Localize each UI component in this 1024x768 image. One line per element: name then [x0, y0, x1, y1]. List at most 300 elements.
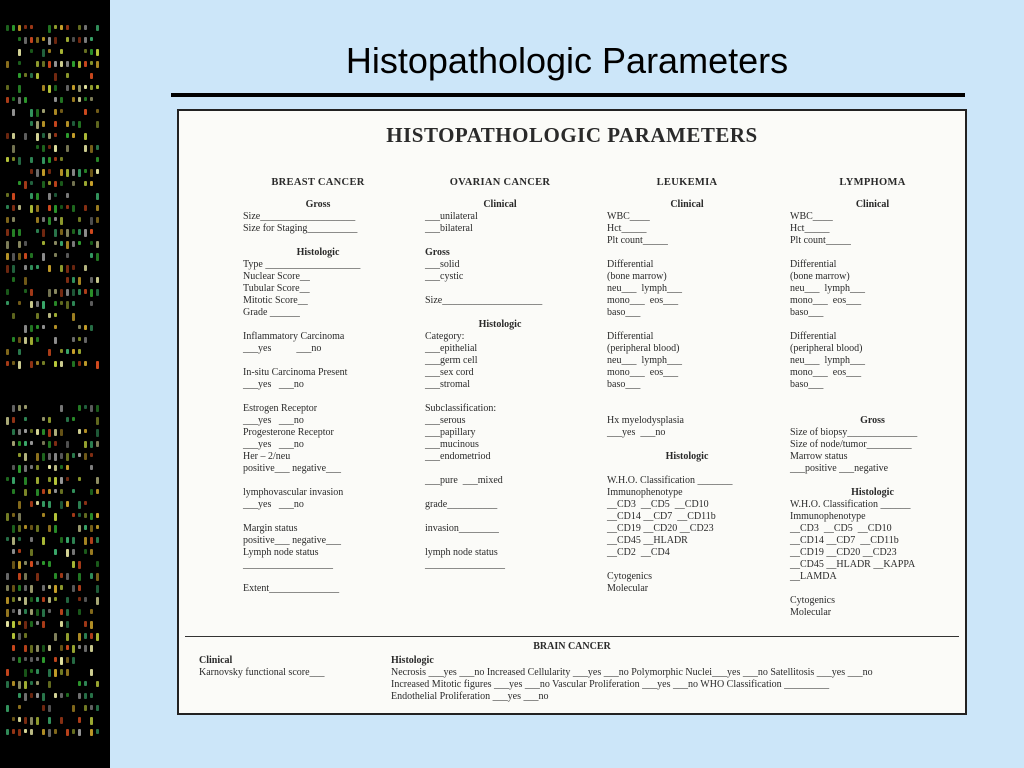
slide-title: Histopathologic Parameters — [345, 40, 789, 81]
microarray-spot — [18, 157, 21, 165]
microarray-spot — [54, 361, 57, 367]
microarray-spot — [90, 549, 93, 555]
microarray-spot — [30, 669, 33, 673]
column-heading: LYMPHOMA — [839, 177, 906, 188]
microarray-spot — [66, 25, 69, 30]
form-line: neu___ lymph___ — [607, 355, 682, 366]
microarray-spot — [72, 337, 75, 342]
column-heading: BREAST CANCER — [271, 177, 365, 188]
microarray-spot — [6, 681, 9, 688]
microarray-spot — [72, 121, 75, 126]
microarray-spot — [30, 585, 33, 593]
microarray-spot — [60, 349, 63, 353]
microarray-spot — [48, 597, 51, 603]
spacer — [607, 319, 767, 331]
form-line: ___yes ___no — [243, 439, 304, 450]
microarray-spot — [42, 37, 45, 41]
form-line: neu___ lymph___ — [607, 283, 682, 294]
form-line: Immunophenotype — [607, 487, 683, 498]
microarray-spot — [42, 253, 45, 261]
form-line: ___papillary — [425, 427, 476, 438]
form-line: Nuclear Score__ — [243, 271, 310, 282]
microarray-spot — [60, 717, 63, 724]
brain-cancer-section — [185, 636, 959, 707]
microarray-spot — [48, 477, 51, 482]
microarray-spot — [66, 609, 69, 616]
microarray-spot — [30, 193, 33, 199]
microarray-spot — [84, 645, 87, 652]
section-subheading: Gross — [860, 415, 885, 426]
microarray-spot — [6, 265, 9, 273]
microarray-spot — [54, 525, 57, 533]
microarray-spot — [78, 61, 81, 68]
microarray-spot — [78, 349, 81, 354]
form-line: Differential — [607, 259, 654, 270]
microarray-spot — [66, 669, 69, 676]
microarray-spot — [18, 705, 21, 709]
form-line: ___unilateral — [425, 211, 478, 222]
microarray-spot — [96, 145, 99, 150]
microarray-spot — [36, 501, 39, 505]
microarray-spot — [30, 169, 33, 174]
column-heading: OVARIAN CANCER — [449, 177, 551, 188]
form-line: lymphovascular invasion — [243, 487, 344, 498]
microarray-spot — [18, 681, 21, 689]
microarray-spot — [18, 205, 21, 210]
form-line: WBC____ — [790, 211, 833, 222]
section-subheading: Clinical — [670, 199, 704, 210]
microarray-spot — [84, 621, 87, 627]
microarray-spot — [60, 645, 63, 651]
microarray-spot — [6, 253, 9, 260]
form-line: __CD2 __CD4 — [607, 547, 670, 558]
microarray-spot — [18, 693, 21, 698]
microarray-spot — [60, 181, 63, 186]
microarray-spot — [54, 181, 57, 187]
spacer — [425, 487, 575, 499]
microarray-spot — [66, 537, 69, 543]
microarray-spot — [72, 169, 75, 176]
microarray-spot — [78, 337, 81, 341]
microarray-spot — [78, 477, 81, 481]
form-line: __CD3 __CD5 __CD10 — [790, 523, 892, 534]
microarray-spot — [96, 417, 99, 425]
form-line: ___pure ___mixed — [425, 475, 503, 486]
microarray-spot — [42, 169, 45, 176]
microarray-spot — [84, 37, 87, 43]
microarray-spot — [90, 513, 93, 520]
microarray-spot — [48, 561, 51, 567]
microarray-spot — [78, 37, 81, 43]
brain-histologic-label: Histologic — [391, 655, 434, 666]
microarray-spot — [24, 573, 27, 580]
microarray-spot — [78, 121, 81, 128]
microarray-spot — [12, 729, 15, 734]
spacer — [607, 559, 767, 571]
microarray-spot — [6, 361, 9, 366]
microarray-spot — [54, 301, 57, 306]
microarray-spot — [54, 573, 57, 579]
microarray-spot — [42, 85, 45, 91]
microarray-spot — [66, 241, 69, 249]
spacer — [425, 235, 575, 247]
spacer — [425, 391, 575, 403]
microarray-spot — [66, 657, 69, 663]
column-heading: LEUKEMIA — [656, 177, 718, 188]
form-line: Differential — [790, 331, 837, 342]
microarray-spot — [48, 265, 51, 272]
form-line: Size for Staging__________ — [243, 223, 358, 234]
microarray-spot — [78, 597, 81, 601]
form-line: ________________ — [425, 559, 505, 570]
spacer — [790, 391, 955, 403]
microarray-spot — [84, 337, 87, 343]
microarray-spot — [48, 429, 51, 437]
microarray-spot — [30, 157, 33, 163]
microarray-spot — [12, 681, 15, 686]
microarray-spot — [42, 429, 45, 435]
microarray-spot — [60, 429, 63, 436]
microarray-spot — [72, 205, 75, 212]
microarray-spot — [72, 229, 75, 234]
form-line: ___cystic — [425, 271, 464, 282]
microarray-spot — [54, 133, 57, 137]
microarray-spot — [36, 525, 39, 532]
microarray-spot — [48, 169, 51, 174]
microarray-spot — [30, 717, 33, 725]
microarray-spot — [60, 217, 63, 225]
microarray-spot — [66, 729, 69, 736]
microarray-spot — [18, 253, 21, 260]
microarray-spot — [24, 477, 27, 485]
microarray-spot — [30, 441, 33, 445]
form-line: ___positive ___negative — [790, 463, 889, 474]
form-line: grade__________ — [425, 499, 498, 510]
form-line: Progesterone Receptor — [243, 427, 334, 438]
form-line: __________________ — [243, 559, 333, 570]
leukemia-column — [607, 177, 767, 595]
microarray-spot — [96, 241, 99, 248]
microarray-spot — [42, 561, 45, 565]
microarray-spot — [78, 525, 81, 532]
spacer — [607, 247, 767, 259]
microarray-spot — [30, 609, 33, 615]
form-line: Lymph node status — [243, 547, 319, 558]
microarray-spot — [66, 477, 69, 481]
microarray-spot — [12, 717, 15, 721]
microarray-spot — [18, 241, 21, 248]
microarray-spot — [90, 633, 93, 639]
microarray-spot — [6, 597, 9, 604]
microarray-spot — [42, 325, 45, 329]
microarray-spot — [12, 265, 15, 273]
microarray-spot — [72, 301, 75, 306]
microarray-spot — [30, 465, 33, 469]
microarray-spot — [36, 301, 39, 307]
microarray-spot — [48, 465, 51, 469]
microarray-spot — [36, 657, 39, 661]
microarray-spot — [12, 133, 15, 139]
microarray-spot — [42, 453, 45, 461]
microarray-block — [6, 405, 106, 735]
microarray-spot — [6, 573, 9, 580]
microarray-spot — [90, 181, 93, 186]
microarray-spot — [84, 109, 87, 115]
microarray-spot — [90, 621, 93, 629]
form-line: ___stromal — [425, 379, 470, 390]
microarray-spot — [96, 289, 99, 296]
microarray-spot — [90, 277, 93, 283]
microarray-spot — [30, 537, 33, 542]
microarray-spot — [72, 277, 75, 283]
microarray-spot — [24, 37, 27, 44]
microarray-spot — [36, 597, 39, 602]
microarray-spot — [12, 525, 15, 533]
microarray-spot — [60, 465, 63, 469]
microarray-spot — [48, 417, 51, 423]
microarray-spot — [36, 37, 39, 43]
microarray-spot — [12, 229, 15, 237]
microarray-spot — [84, 61, 87, 67]
microarray-spot — [42, 229, 45, 237]
microarray-spot — [48, 645, 51, 651]
microarray-spot — [84, 49, 87, 53]
microarray-spot — [42, 657, 45, 663]
microarray-spot — [66, 441, 69, 448]
microarray-spot — [30, 121, 33, 126]
microarray-spot — [78, 453, 81, 457]
microarray-spot — [60, 229, 63, 235]
form-line: Cytogenics — [790, 595, 835, 606]
form-line: ___bilateral — [425, 223, 473, 234]
microarray-spot — [90, 441, 93, 448]
form-line: neu___ lymph___ — [790, 283, 865, 294]
form-line: Size of biopsy______________ — [790, 427, 918, 438]
form-line: ___solid — [425, 259, 460, 270]
microarray-spot — [96, 585, 99, 593]
microarray-spot — [24, 25, 27, 29]
microarray-spot — [24, 489, 27, 496]
microarray-spot — [24, 465, 27, 472]
microarray-spot — [60, 205, 63, 209]
microarray-spot — [72, 181, 75, 186]
microarray-spot — [84, 325, 87, 330]
microarray-spot — [12, 561, 15, 569]
section-subheading: Clinical — [855, 199, 890, 210]
microarray-spot — [48, 349, 51, 356]
microarray-spot — [96, 705, 99, 711]
form-line: positive___ negative___ — [243, 463, 342, 474]
microarray-spot — [84, 501, 87, 505]
microarray-spot — [66, 349, 69, 354]
form-line: Size____________________ — [425, 295, 543, 306]
form-line: ___germ cell — [425, 355, 478, 366]
microarray-spot — [36, 717, 39, 725]
spacer — [790, 247, 955, 259]
microarray-spot — [18, 501, 21, 509]
microarray-spot — [96, 429, 99, 437]
spacer — [425, 463, 575, 475]
microarray-spot — [84, 205, 87, 211]
microarray-spot — [18, 49, 21, 56]
microarray-spot — [36, 489, 39, 496]
microarray-spot — [54, 313, 57, 317]
microarray-spot — [42, 241, 45, 245]
microarray-spot — [24, 289, 27, 293]
microarray-spot — [54, 597, 57, 601]
microarray-spot — [42, 361, 45, 365]
microarray-spot — [96, 537, 99, 543]
microarray-spot — [84, 705, 87, 711]
scanned-form-document — [177, 109, 967, 715]
microarray-spot — [36, 133, 39, 141]
microarray-spot — [18, 25, 21, 31]
microarray-spot — [42, 301, 45, 309]
microarray-spot — [18, 73, 21, 78]
microarray-spot — [24, 133, 27, 140]
microarray-spot — [66, 633, 69, 641]
microarray-spot — [48, 609, 51, 613]
microarray-spot — [12, 549, 15, 554]
microarray-spot — [54, 109, 57, 115]
microarray-spot — [54, 453, 57, 461]
form-line: mono___ eos___ — [790, 295, 862, 306]
form-line: lymph node status — [425, 547, 498, 558]
microarray-spot — [90, 465, 93, 470]
microarray-spot — [72, 241, 75, 247]
microarray-spot — [24, 693, 27, 701]
form-line: mono___ eos___ — [790, 367, 862, 378]
microarray-spot — [54, 61, 57, 67]
microarray-spot — [78, 169, 81, 177]
microarray-spot — [90, 705, 93, 710]
microarray-spot — [18, 513, 21, 521]
spacer — [243, 355, 393, 367]
microarray-spot — [84, 169, 87, 173]
microarray-spot — [90, 49, 93, 55]
karnovsky-line: Karnovsky functional score___ — [199, 667, 325, 678]
form-line: __CD19 __CD20 __CD23 — [607, 523, 714, 534]
microarray-spot — [24, 681, 27, 689]
microarray-spot — [54, 657, 57, 662]
form-line: Gross — [425, 247, 450, 258]
microarray-spot — [6, 609, 9, 617]
microarray-spot — [54, 489, 57, 493]
microarray-spot — [18, 657, 21, 663]
form-line: __CD14 __CD7 __CD11b — [790, 535, 899, 546]
microarray-spot — [48, 729, 51, 737]
form-line: ___yes ___no — [243, 343, 322, 354]
microarray-spot — [72, 265, 75, 270]
microarray-spot — [72, 537, 75, 544]
microarray-spot — [84, 441, 87, 448]
form-line: Inflammatory Carcinoma — [243, 331, 345, 342]
microarray-spot — [12, 633, 15, 639]
form-line: W.H.O. Classification ______ — [790, 499, 911, 510]
microarray-spot — [36, 429, 39, 435]
microarray-spot — [96, 109, 99, 113]
microarray-spot — [72, 705, 75, 712]
microarray-spot — [78, 241, 81, 245]
brain-clinical — [199, 655, 325, 679]
microarray-spot — [36, 621, 39, 625]
microarray-spot — [66, 621, 69, 628]
microarray-spot — [60, 361, 63, 367]
microarray-spot — [42, 729, 45, 735]
microarray-spot — [48, 441, 51, 448]
microarray-spot — [90, 609, 93, 614]
form-line: (bone marrow) — [790, 271, 850, 282]
microarray-spot — [48, 705, 51, 712]
microarray-spot — [36, 61, 39, 67]
microarray-spot — [66, 501, 69, 507]
microarray-spot — [24, 621, 27, 629]
microarray-spot — [84, 25, 87, 30]
microarray-spot — [36, 217, 39, 223]
microarray-spot — [78, 85, 81, 92]
microarray-spot — [36, 561, 39, 565]
microarray-spot — [78, 501, 81, 509]
form-line: __CD45 __HLADR — [607, 535, 688, 546]
microarray-spot — [60, 301, 63, 305]
microarray-spot — [12, 657, 15, 661]
microarray-spot — [60, 405, 63, 412]
microarray-spot — [96, 85, 99, 89]
microarray-spot — [24, 73, 27, 77]
microarray-spot — [48, 489, 51, 494]
microarray-spot — [60, 169, 63, 176]
microarray-spot — [30, 253, 33, 258]
microarray-spot — [60, 265, 63, 272]
microarray-spot — [30, 325, 33, 332]
spacer — [243, 571, 393, 583]
microarray-spot — [6, 477, 9, 481]
microarray-spot — [84, 97, 87, 101]
microarray-spot — [24, 717, 27, 724]
microarray-spot — [72, 97, 75, 102]
form-line: __LAMDA — [790, 571, 837, 582]
microarray-spot — [78, 217, 81, 222]
microarray-spot — [66, 37, 69, 42]
microarray-spot — [90, 537, 93, 544]
microarray-spot — [30, 49, 33, 53]
form-line: Differential — [607, 331, 654, 342]
form-line: baso___ — [790, 307, 824, 318]
microarray-spot — [66, 465, 69, 470]
form-line: Molecular — [790, 607, 832, 618]
microarray-spot — [60, 669, 63, 675]
microarray-spot — [78, 325, 81, 329]
microarray-spot — [66, 253, 69, 258]
microarray-spot — [30, 301, 33, 308]
microarray-spot — [90, 645, 93, 652]
microarray-spot — [66, 145, 69, 152]
microarray-spot — [96, 513, 99, 518]
microarray-spot — [48, 145, 51, 149]
microarray-spot — [72, 361, 75, 367]
microarray-spot — [24, 277, 27, 285]
microarray-image-strip — [0, 0, 110, 768]
microarray-spot — [6, 157, 9, 162]
microarray-spot — [54, 289, 57, 294]
microarray-spot — [30, 561, 33, 567]
microarray-spot — [24, 97, 27, 103]
microarray-spot — [12, 609, 15, 613]
microarray-spot — [60, 109, 63, 113]
microarray-spot — [36, 73, 39, 79]
form-line: Hct_____ — [790, 223, 830, 234]
section-subheading: Histologic — [478, 319, 522, 330]
